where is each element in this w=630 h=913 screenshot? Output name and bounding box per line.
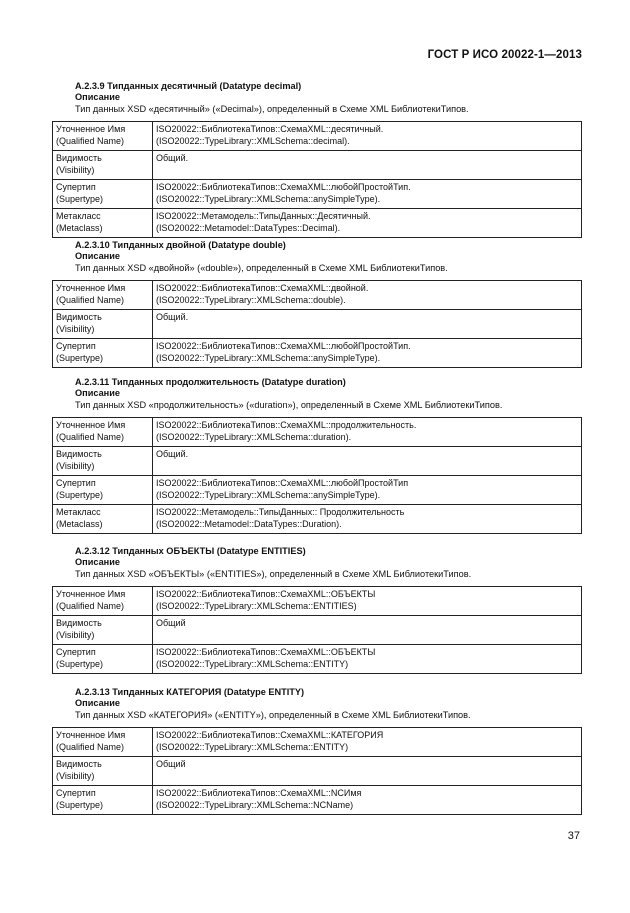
table-row bbox=[53, 616, 582, 645]
property-value-cell: ISO20022::БиблиотекаТипов::СхемаXML::любойПростойТип. (ISO20022::TypeLibrary::XMLSchema::anySimpleType). bbox=[153, 339, 582, 368]
section-decimal bbox=[52, 81, 582, 238]
description-text: Тип данных XSD «десятичный» («Decimal»), определенный в Схеме XML БиблиотекиТипов. bbox=[75, 104, 469, 114]
table-row bbox=[53, 587, 582, 616]
property-name-cell: Уточненное Имя (Qualified Name) bbox=[53, 418, 153, 447]
property-value-cell: ISO20022::БиблиотекаТипов::СхемаXML::десятичный. (ISO20022::TypeLibrary::XMLSchema::decimal). bbox=[153, 122, 582, 151]
table-row bbox=[53, 209, 582, 238]
section-title: А.2.3.11 Типданных продолжительность (Datatype duration) bbox=[75, 377, 346, 387]
property-value-cell: ISO20022::Метамодель::ТипыДанных:: Продолжительность (ISO20022::Metamodel::DataTypes::Duration). bbox=[153, 505, 582, 534]
property-value-cell: Общий. bbox=[153, 447, 582, 476]
table-row bbox=[53, 757, 582, 786]
properties-table bbox=[52, 417, 582, 534]
description-label: Описание bbox=[75, 92, 120, 102]
property-name-cell: Супертип (Supertype) bbox=[53, 476, 153, 505]
section-entities bbox=[52, 546, 582, 674]
document-code: ГОСТ Р ИСО 20022-1—2013 bbox=[427, 49, 582, 61]
table-row bbox=[53, 447, 582, 476]
property-value-cell: Общий bbox=[153, 757, 582, 786]
table-row bbox=[53, 281, 582, 310]
properties-table bbox=[52, 586, 582, 674]
table-row bbox=[53, 728, 582, 757]
property-name-cell: Уточненное Имя (Qualified Name) bbox=[53, 728, 153, 757]
property-value-cell: ISO20022::БиблиотекаТипов::СхемаXML::ОБЪЕКТЫ (ISO20022::TypeLibrary::XMLSchema::ENTITY) bbox=[153, 645, 582, 674]
section-double bbox=[52, 240, 582, 368]
table-row bbox=[53, 645, 582, 674]
property-name-cell: Метакласс (Metaclass) bbox=[53, 505, 153, 534]
property-value-cell: ISO20022::БиблиотекаТипов::СхемаXML::продолжительность. (ISO20022::TypeLibrary::XMLSchema::duration). bbox=[153, 418, 582, 447]
property-name-cell: Видимость (Visibility) bbox=[53, 616, 153, 645]
table-row bbox=[53, 476, 582, 505]
table-row bbox=[53, 505, 582, 534]
section-title: А.2.3.13 Типданных КАТЕГОРИЯ (Datatype ENTITY) bbox=[75, 687, 305, 697]
property-name-cell: Супертип (Supertype) bbox=[53, 339, 153, 368]
description-text: Тип данных XSD «двойной» («double»), определенный в Схеме XML БиблиотекиТипов. bbox=[75, 263, 448, 273]
section-title: А.2.3.10 Типданных двойной (Datatype double) bbox=[75, 240, 286, 250]
properties-table bbox=[52, 121, 582, 238]
property-value-cell: ISO20022::БиблиотекаТипов::СхемаXML::любойПростойТип (ISO20022::TypeLibrary::XMLSchema::anySimpleType). bbox=[153, 476, 582, 505]
property-value-cell: Общий. bbox=[153, 151, 582, 180]
table-row bbox=[53, 151, 582, 180]
description-text: Тип данных XSD «КАТЕГОРИЯ» («ENTITY»), определенный в Схеме XML БиблиотекиТипов. bbox=[75, 710, 471, 720]
property-value-cell: ISO20022::БиблиотекаТипов::СхемаXML::ОБЪЕКТЫ (ISO20022::TypeLibrary::XMLSchema::ENTITIES) bbox=[153, 587, 582, 616]
description-text: Тип данных XSD «продолжительность» («duration»), определенный в Схеме XML БиблиотекиТипов. bbox=[75, 400, 503, 410]
property-name-cell: Уточненное Имя (Qualified Name) bbox=[53, 587, 153, 616]
property-value-cell: ISO20022::БиблиотекаТипов::СхемаXML::КАТЕГОРИЯ (ISO20022::TypeLibrary::XMLSchema::ENTITY) bbox=[153, 728, 582, 757]
description-label: Описание bbox=[75, 557, 120, 567]
property-name-cell: Видимость (Visibility) bbox=[53, 757, 153, 786]
property-name-cell: Метакласс (Metaclass) bbox=[53, 209, 153, 238]
section-title: А.2.3.12 Типданных ОБЪЕКТЫ (Datatype ENTITIES) bbox=[75, 546, 306, 556]
table-row bbox=[53, 180, 582, 209]
description-label: Описание bbox=[75, 698, 120, 708]
property-name-cell: Супертип (Supertype) bbox=[53, 786, 153, 815]
table-row bbox=[53, 339, 582, 368]
table-row bbox=[53, 786, 582, 815]
properties-table bbox=[52, 727, 582, 815]
description-label: Описание bbox=[75, 388, 120, 398]
property-name-cell: Уточненное Имя (Qualified Name) bbox=[53, 281, 153, 310]
property-name-cell: Видимость (Visibility) bbox=[53, 447, 153, 476]
property-name-cell: Уточненное Имя (Qualified Name) bbox=[53, 122, 153, 151]
table-row bbox=[53, 418, 582, 447]
description-label: Описание bbox=[75, 251, 120, 261]
description-text: Тип данных XSD «ОБЪЕКТЫ» («ENTITIES»), определенный в Схеме XML БиблиотекиТипов. bbox=[75, 569, 472, 579]
section-title: А.2.3.9 Типданных десятичный (Datatype decimal) bbox=[75, 81, 302, 91]
property-value-cell: ISO20022::БиблиотекаТипов::СхемаXML::любойПростойТип. (ISO20022::TypeLibrary::XMLSchema::anySimpleType). bbox=[153, 180, 582, 209]
property-name-cell: Супертип (Supertype) bbox=[53, 645, 153, 674]
table-row bbox=[53, 310, 582, 339]
property-name-cell: Супертип (Supertype) bbox=[53, 180, 153, 209]
properties-table bbox=[52, 280, 582, 368]
table-row bbox=[53, 122, 582, 151]
property-value-cell: Общий. bbox=[153, 310, 582, 339]
section-entity bbox=[52, 687, 582, 815]
property-value-cell: Общий bbox=[153, 616, 582, 645]
property-name-cell: Видимость (Visibility) bbox=[53, 310, 153, 339]
property-name-cell: Видимость (Visibility) bbox=[53, 151, 153, 180]
property-value-cell: ISO20022::БиблиотекаТипов::СхемаXML::двойной. (ISO20022::TypeLibrary::XMLSchema::double). bbox=[153, 281, 582, 310]
property-value-cell: ISO20022::Метамодель::ТипыДанных::Десятичный. (ISO20022::Metamodel::DataTypes::Decimal). bbox=[153, 209, 582, 238]
section-duration bbox=[52, 377, 582, 534]
property-value-cell: ISO20022::БиблиотекаТипов::СхемаXML::NCИмя (ISO20022::TypeLibrary::XMLSchema::NCName) bbox=[153, 786, 582, 815]
page-number: 37 bbox=[567, 830, 580, 842]
